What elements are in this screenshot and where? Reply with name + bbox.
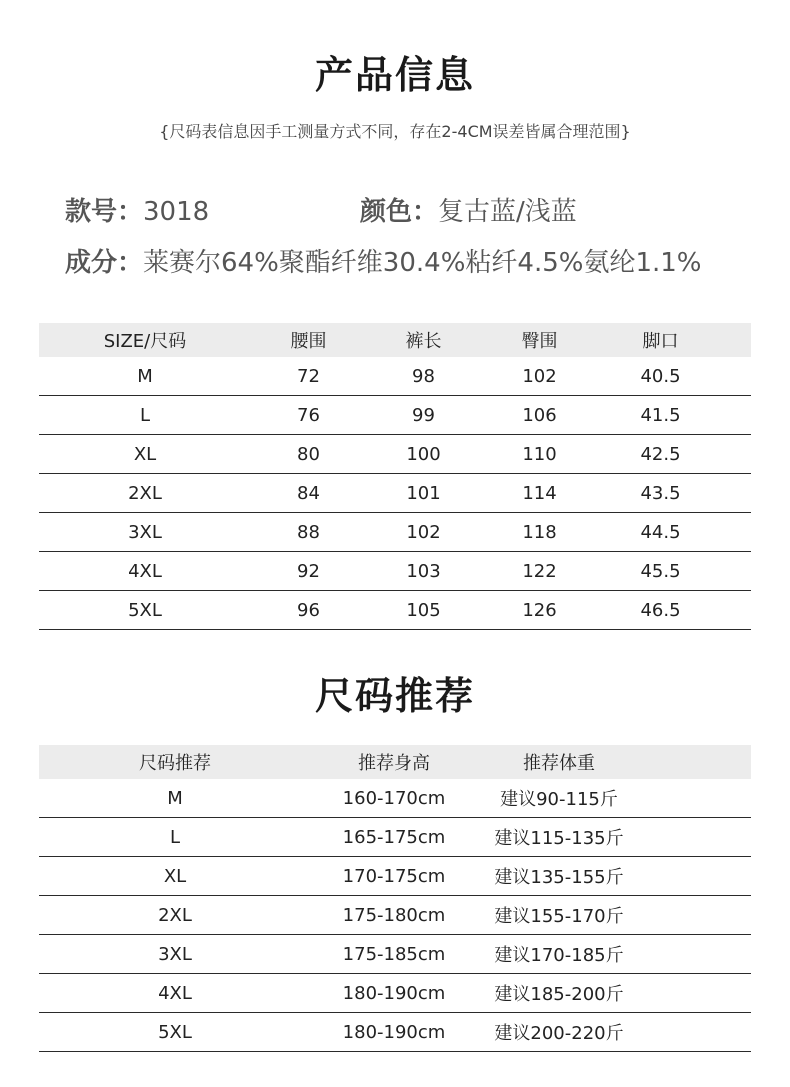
length-cell: 105 [366, 591, 481, 630]
table-row [39, 435, 751, 474]
header-waist: 腰围 [251, 323, 366, 357]
hip-cell: 102 [481, 357, 598, 396]
product-info-title: 产品信息 [314, 53, 475, 97]
table-header-row [39, 323, 751, 357]
table-row [39, 474, 751, 513]
header-hem: 脚口 [598, 323, 723, 357]
hem-cell: 45.5 [598, 552, 723, 591]
blank-cell [641, 974, 751, 1013]
table-row [39, 357, 751, 396]
size-cell: M [39, 779, 311, 818]
table-row [39, 974, 751, 1013]
size-cell: L [39, 818, 311, 857]
model-number-line [65, 196, 209, 228]
table-row [39, 896, 751, 935]
size-cell: M [39, 357, 251, 396]
weight-cell: 建议200-220斤 [477, 1013, 641, 1052]
blank-cell [723, 552, 751, 591]
table-row [39, 513, 751, 552]
hem-cell: 41.5 [598, 396, 723, 435]
blank-cell [641, 857, 751, 896]
waist-cell: 72 [251, 357, 366, 396]
blank-cell [641, 818, 751, 857]
height-cell: 175-180cm [311, 896, 477, 935]
hip-cell: 114 [481, 474, 598, 513]
waist-cell: 92 [251, 552, 366, 591]
header-length: 裤长 [366, 323, 481, 357]
length-cell: 99 [366, 396, 481, 435]
size-cell: XL [39, 435, 251, 474]
color-label: 颜色： [360, 197, 439, 227]
height-cell: 180-190cm [311, 1013, 477, 1052]
weight-cell: 建议90-115斤 [477, 779, 641, 818]
blank-cell [641, 935, 751, 974]
weight-cell: 建议185-200斤 [477, 974, 641, 1013]
length-cell: 101 [366, 474, 481, 513]
header-height: 推荐身高 [311, 745, 477, 779]
table-header-row [39, 745, 751, 779]
table-row [39, 396, 751, 435]
hip-cell: 106 [481, 396, 598, 435]
size-cell: 5XL [39, 1013, 311, 1052]
color-value: 复古蓝/浅蓝 [438, 197, 577, 227]
table-row [39, 935, 751, 974]
hem-cell: 42.5 [598, 435, 723, 474]
blank-cell [723, 357, 751, 396]
size-cell: 4XL [39, 552, 251, 591]
length-cell: 98 [366, 357, 481, 396]
composition-label: 成分： [65, 248, 144, 278]
blank-cell [723, 435, 751, 474]
header-blank [723, 323, 751, 357]
hip-cell: 118 [481, 513, 598, 552]
table-row [39, 857, 751, 896]
waist-cell: 80 [251, 435, 366, 474]
size-cell: 3XL [39, 935, 311, 974]
composition-value: 莱赛尔64%聚酯纤维30.4%粘纤4.5%氨纶1.1% [143, 248, 702, 278]
blank-cell [641, 1013, 751, 1052]
size-cell: 2XL [39, 896, 311, 935]
measurement-note: {尺码表信息因手工测量方式不同，存在2-4CM误差皆属合理范围} [159, 122, 631, 141]
hip-cell: 122 [481, 552, 598, 591]
header-weight: 推荐体重 [477, 745, 641, 779]
length-cell: 100 [366, 435, 481, 474]
hem-cell: 46.5 [598, 591, 723, 630]
hem-cell: 44.5 [598, 513, 723, 552]
weight-cell: 建议170-185斤 [477, 935, 641, 974]
size-cell: L [39, 396, 251, 435]
header-size-recommend: 尺码推荐 [39, 745, 311, 779]
hem-cell: 43.5 [598, 474, 723, 513]
table-row [39, 818, 751, 857]
weight-cell: 建议155-170斤 [477, 896, 641, 935]
blank-cell [723, 396, 751, 435]
size-cell: 2XL [39, 474, 251, 513]
size-recommend-title: 尺码推荐 [314, 674, 475, 718]
blank-cell [641, 896, 751, 935]
table-row [39, 591, 751, 630]
height-cell: 175-185cm [311, 935, 477, 974]
size-cell: 3XL [39, 513, 251, 552]
weight-cell: 建议115-135斤 [477, 818, 641, 857]
height-cell: 165-175cm [311, 818, 477, 857]
waist-cell: 84 [251, 474, 366, 513]
size-cell: XL [39, 857, 311, 896]
waist-cell: 76 [251, 396, 366, 435]
waist-cell: 88 [251, 513, 366, 552]
height-cell: 180-190cm [311, 974, 477, 1013]
table-row [39, 1013, 751, 1052]
waist-cell: 96 [251, 591, 366, 630]
model-value: 3018 [143, 197, 210, 227]
size-chart-table [39, 323, 751, 630]
header-hip: 臀围 [481, 323, 598, 357]
blank-cell [641, 779, 751, 818]
color-line [360, 196, 577, 228]
blank-cell [723, 591, 751, 630]
length-cell: 103 [366, 552, 481, 591]
header-size: SIZE/尺码 [39, 323, 251, 357]
model-label: 款号： [65, 197, 144, 227]
size-cell: 4XL [39, 974, 311, 1013]
length-cell: 102 [366, 513, 481, 552]
height-cell: 170-175cm [311, 857, 477, 896]
table-row [39, 552, 751, 591]
composition-line [65, 247, 702, 279]
size-recommend-table [39, 745, 751, 1052]
hip-cell: 126 [481, 591, 598, 630]
weight-cell: 建议135-155斤 [477, 857, 641, 896]
size-cell: 5XL [39, 591, 251, 630]
hip-cell: 110 [481, 435, 598, 474]
blank-cell [723, 513, 751, 552]
header-blank [641, 745, 751, 779]
blank-cell [723, 474, 751, 513]
table-row [39, 779, 751, 818]
height-cell: 160-170cm [311, 779, 477, 818]
hem-cell: 40.5 [598, 357, 723, 396]
